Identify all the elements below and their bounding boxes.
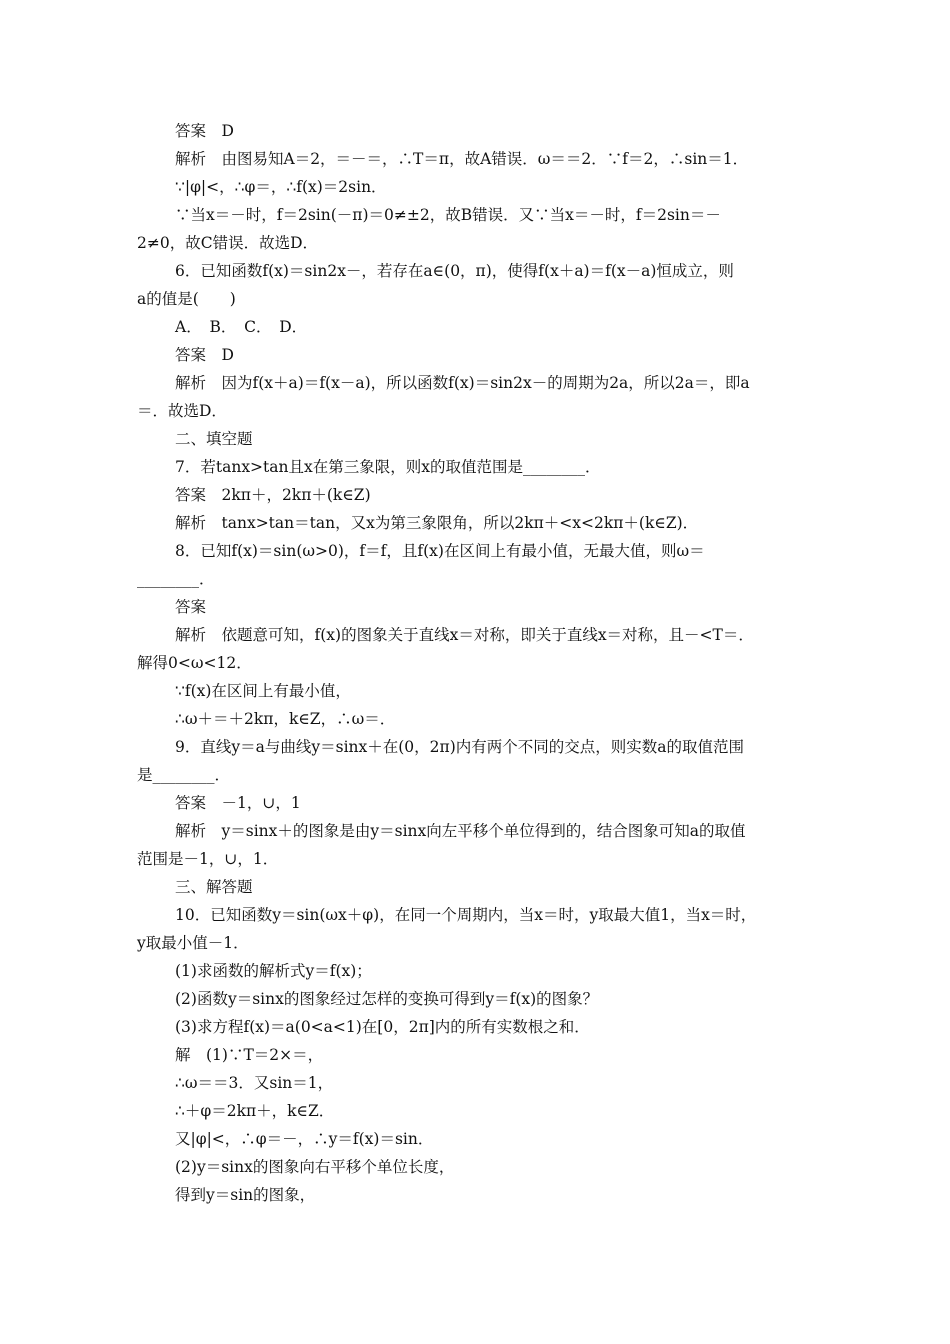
analysis-9-line-2: 范围是－1，∪，1．	[137, 850, 279, 868]
question-10-part-2: (2)函数y＝sinx的图象经过怎样的变换可得到y＝f(x)的图象？	[175, 990, 599, 1008]
question-7: 7．若tanx>tan且x在第三象限，则x的取值范围是________．	[175, 458, 601, 476]
analysis-5-line-4: 2≠0，故C错误．故选D．	[137, 234, 318, 252]
answer-9: 答案 －1，∪，1	[175, 794, 301, 812]
question-10-line-1: 10．已知函数y＝sin(ωx＋φ)，在同一个周期内，当x＝时，y取最大值1，当x＝时，	[175, 906, 757, 924]
question-8-line-2: ________．	[137, 570, 215, 588]
analysis-5-line-3: ∵当x＝－时，f＝2sin(－π)＝0≠±2，故B错误．又∵当x＝－时，f＝2sin＝－	[175, 206, 721, 224]
question-10-part-1: (1)求函数的解析式y＝f(x)；	[175, 962, 372, 980]
analysis-6-line-2: ＝．故选D．	[137, 402, 227, 420]
answer-6: 答案 D	[175, 346, 234, 364]
solution-10-line-2: ∴ω＝＝3．又sin＝1，	[175, 1074, 334, 1092]
analysis-6-line-1: 解析 因为f(x＋a)＝f(x－a)，所以函数f(x)＝sin2x－的周期为2a，所以2a＝，即a	[175, 374, 750, 392]
question-6-options: A． B． C． D．	[175, 318, 308, 336]
question-10-part-3: (3)求方程f(x)＝a(0<a<1)在[0，2π]内的所有实数根之和．	[175, 1018, 590, 1036]
analysis-5-line-1: 解析 由图易知A＝2，＝－＝，∴T＝π，故A错误．ω＝＝2．∵f＝2，∴sin＝1．	[175, 150, 749, 168]
analysis-8-line-4: ∴ω＋＝＋2kπ，k∈Z，∴ω＝．	[175, 710, 396, 728]
analysis-5-line-2: ∵|φ|<，∴φ＝，∴f(x)＝2sin．	[175, 178, 387, 196]
answer-8: 答案	[175, 598, 207, 616]
solution-10-line-3: ∴＋φ＝2kπ＋，k∈Z．	[175, 1102, 335, 1120]
answer-5: 答案 D	[175, 122, 234, 140]
question-8-line-1: 8．已知f(x)＝sin(ω>0)，f＝f，且f(x)在区间上有最小值，无最大值，则ω＝	[175, 542, 705, 560]
analysis-7: 解析 tanx>tan＝tan，又x为第三象限角，所以2kπ＋<x<2kπ＋(k∈Z)．	[175, 514, 699, 532]
analysis-8-line-3: ∵f(x)在区间上有最小值，	[175, 682, 351, 700]
solution-10-line-5: (2)y＝sinx的图象向右平移个单位长度，	[175, 1158, 455, 1176]
solution-10-line-6: 得到y＝sin的图象，	[175, 1186, 316, 1204]
question-10-line-2: y取最小值－1．	[137, 934, 249, 952]
analysis-8-line-2: 解得0<ω<12．	[137, 654, 252, 672]
answer-7: 答案 2kπ＋，2kπ＋(k∈Z)	[175, 486, 371, 504]
solution-10-line-4: 又|φ|<，∴φ＝－，∴y＝f(x)＝sin．	[175, 1130, 434, 1148]
section-solution-title: 三、解答题	[175, 878, 253, 896]
solution-10-line-1: 解 (1)∵T＝2×＝，	[175, 1046, 324, 1064]
analysis-8-line-1: 解析 依题意可知，f(x)的图象关于直线x＝对称，即关于直线x＝对称，且－<T＝．	[175, 626, 754, 644]
question-9-line-2: 是________．	[137, 766, 231, 784]
question-9-line-1: 9．直线y＝a与曲线y＝sinx＋在(0，2π)内有两个不同的交点，则实数a的取值范围	[175, 738, 744, 756]
analysis-9-line-1: 解析 y＝sinx＋的图象是由y＝sinx向左平移个单位得到的，结合图象可知a的取值	[175, 822, 746, 840]
section-fill-in-title: 二、填空题	[175, 430, 253, 448]
question-6-line-1: 6．已知函数f(x)＝sin2x－，若存在a∈(0，π)，使得f(x＋a)＝f(x－a)恒成立，则	[175, 262, 734, 280]
question-6-line-2: a的值是( )	[137, 290, 236, 308]
